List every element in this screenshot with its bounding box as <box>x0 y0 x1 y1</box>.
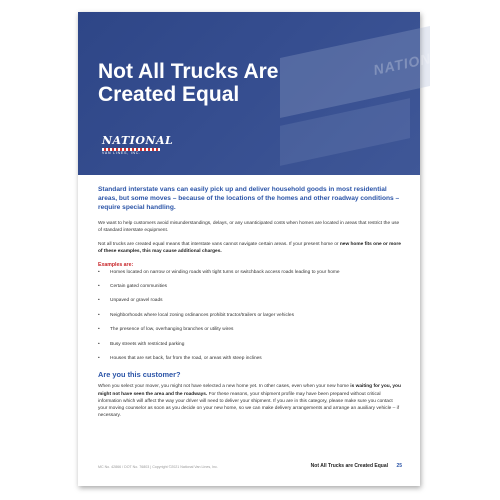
list-item-text: Houses that are set back, far from the road, or areas with steep inclines <box>110 356 262 362</box>
list-item-text: Certain gated communities <box>110 284 168 290</box>
list-item <box>98 298 402 304</box>
equal-paragraph-text: Not all trucks are created equal means that interstate vans cannot navigate certain areas. If your present home or <box>98 241 340 247</box>
list-item-text: Unpaved or gravel roads <box>110 298 163 304</box>
list-item <box>98 356 402 362</box>
examples-heading: Examples are: <box>98 261 134 268</box>
equal-paragraph-bold: new home fits one or more of these examples, this may cause additional charges. <box>98 241 401 254</box>
customer-paragraph-bold: is waiting for you, you might not have seen the area and the roadways. <box>98 384 401 397</box>
customer-paragraph-text-c: For these reasons, your shipment profile may have been prepared without critical information which will affect the way your driver will need to deliver your shipment. If you are in this category, please make sure you contact your moving counselor as soon as you decide on your new home, so we can make delivery arrangements and arrange an auxiliary vehicle – if necessary. <box>98 391 400 418</box>
question-heading: Are you this customer? <box>98 370 181 380</box>
bullet-icon: • <box>98 356 100 362</box>
national-logo <box>102 135 180 156</box>
examples-list <box>98 270 402 363</box>
page-footer <box>98 463 402 473</box>
customer-paragraph-text-a: When you select your mover, you might not have selected a new home yet. In other cases, even when your new home <box>98 384 351 390</box>
title-line-2: Created Equal <box>98 83 240 106</box>
list-item-text: Neighborhoods where local zoning ordinances prohibit tractor/trailers or larger vehicles <box>110 312 294 318</box>
equal-paragraph <box>98 241 402 255</box>
list-item <box>98 327 402 333</box>
customer-paragraph <box>98 383 402 418</box>
bullet-icon: • <box>98 327 100 333</box>
intro-paragraph: We want to help customers avoid misunderstandings, delays, or any unanticipated costs when homes are located in areas that restrict the use of standard interstate equipment. <box>98 220 400 233</box>
body-content <box>98 185 402 419</box>
bullet-icon: • <box>98 341 100 347</box>
title-line-1: Not All Trucks Are <box>98 60 279 83</box>
bullet-icon: • <box>98 312 100 318</box>
bullet-icon: • <box>98 298 100 304</box>
list-item <box>98 342 402 348</box>
footer-fine-print: MC No. 42866 / DOT No. 76803 | Copyright ©2021 National Van Lines, Inc. <box>98 465 218 469</box>
page-title <box>98 60 328 106</box>
list-item <box>98 270 402 276</box>
logo-word: NATIONAL <box>102 134 174 147</box>
truck-side-lettering: NATION <box>372 50 434 78</box>
bullet-icon: • <box>98 269 100 275</box>
list-item-text: Busy streets with restricted parking <box>110 341 185 347</box>
list-item <box>98 284 402 290</box>
list-item-text: The presence of low, overhanging branches or utility wires <box>110 327 234 333</box>
bullet-icon: • <box>98 284 100 290</box>
document-page <box>78 12 434 486</box>
lead-paragraph: Standard interstate vans can easily pick up and deliver household goods in most residential areas, but some moves – because of the locations of the homes and other roadway conditions – require special handling. <box>98 186 400 212</box>
list-item-text: Homes located on narrow or winding roads with tight turns or switchback access roads leading to your home <box>110 269 340 275</box>
hero-banner <box>78 12 434 175</box>
logo-subtitle: VAN LINES, INC. <box>102 151 141 155</box>
page-number: 25 <box>396 463 402 469</box>
list-item <box>98 313 402 319</box>
footer-title: Not All Trucks are Created Equal <box>310 463 388 469</box>
